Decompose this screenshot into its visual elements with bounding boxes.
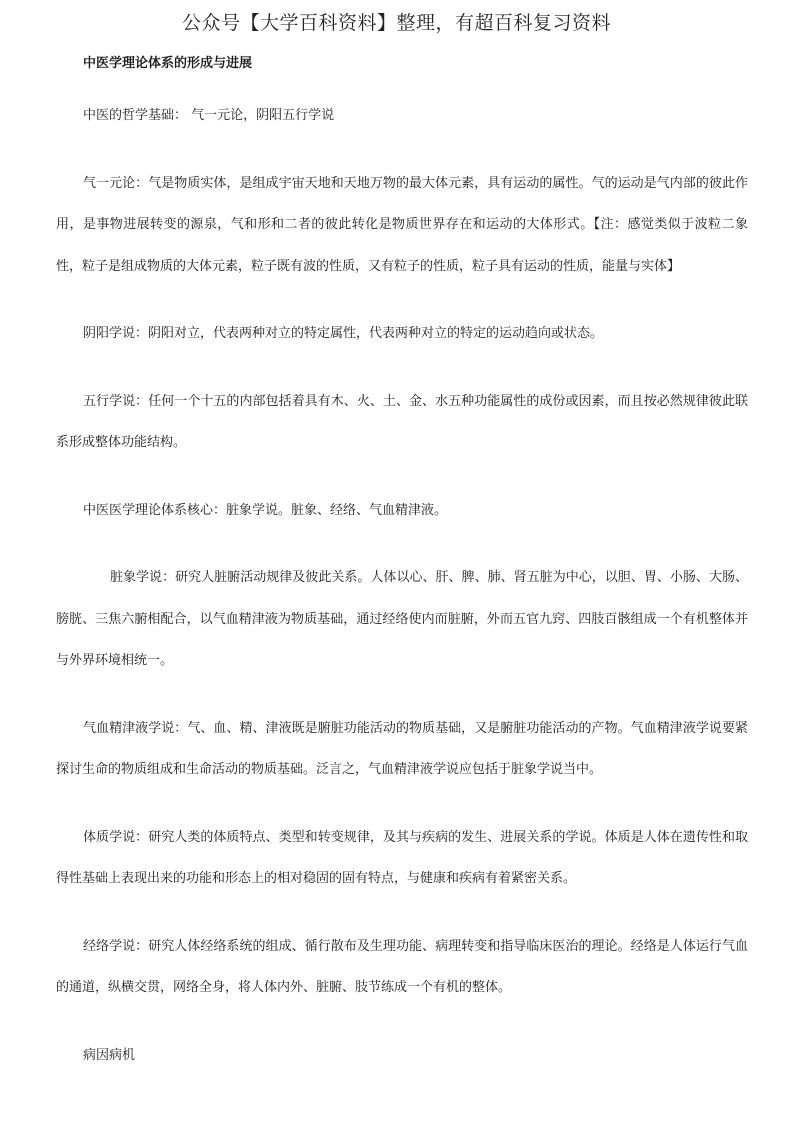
paragraph-zang-xiang: 脏象学说：研究人脏腑活动规律及彼此关系。人体以心、肝、脾、肺、肾五脏为中心，以胆、胃、小肠、大肠、膀胱、三焦六腑相配合，以气血精津液为物质基础，通过经络使内而脏腑，外而五官九窍、四肢百骸组成一个有机整体并与外界环境相统一。 <box>56 570 748 668</box>
paragraph-constitution: 体质学说：研究人类的体质特点、类型和转变规律，及其与疾病的发生、进展关系的学说。体质是人体在遗传性和取得性基础上表现出来的功能和形态上的相对稳固的固有特点，与健康和疾病有着紧密关系。 <box>56 829 748 886</box>
paragraph-etiology-heading: 病因病机 <box>83 1047 136 1063</box>
paragraph-five-elements: 五行学说：任何一个十五的内部包括着具有木、火、土、金、水五种功能属性的成份或因素，而且按必然规律彼此联系形成整体功能结构。 <box>56 393 748 450</box>
header-banner: 公众号【大学百科资料】整理，有超百科复习资料 <box>181 12 611 34</box>
paragraph-theory-core: 中医医学理论体系核心：脏象学说。脏象、经络、气血精津液。 <box>83 502 448 518</box>
paragraph-yin-yang: 阴阳学说：阴阳对立，代表两种对立的特定属性，代表两种对立的特定的运动趋向或状态。 <box>83 326 604 341</box>
paragraph-philosophy-basis: 中医的哲学基础： 气一元论，阴阳五行学说 <box>83 108 335 123</box>
paragraph-qi-monism: 气一元论：气是物质实体，是组成宇宙天地和天地万物的最大体元素，具有运动的属性。气的运动是气内部的彼此作用，是事物进展转变的源泉，气和形和二者的彼此转化是物质世界存在和运动的大体形式。【注：感觉类似于波粒二象性，粒子是组成物质的大体元素，粒子既有波的性质，又有粒子的性质，粒子具有运动的性质，能量与实体】 <box>56 175 748 274</box>
paragraph-qi-blood-fluids: 气血精津液学说：气、血、精、津液既是腑脏功能活动的物质基础，又是腑脏功能活动的产物。气血精津液学说要紧探讨生命的物质组成和生命活动的物质基础。泛言之，气血精津液学说应包括于脏象学说当中。 <box>56 720 748 777</box>
document-body <box>56 52 748 1076</box>
document-title: 中医学理论体系的形成与进展 <box>83 56 253 71</box>
paragraph-meridians: 经络学说：研究人体经络系统的组成、循行散布及生理功能、病理转变和指导临床医治的理论。经络是人体运行气血的通道，纵横交贯，网络全身，将人体内外、脏腑、肢节练成一个有机的整体。 <box>56 938 748 995</box>
